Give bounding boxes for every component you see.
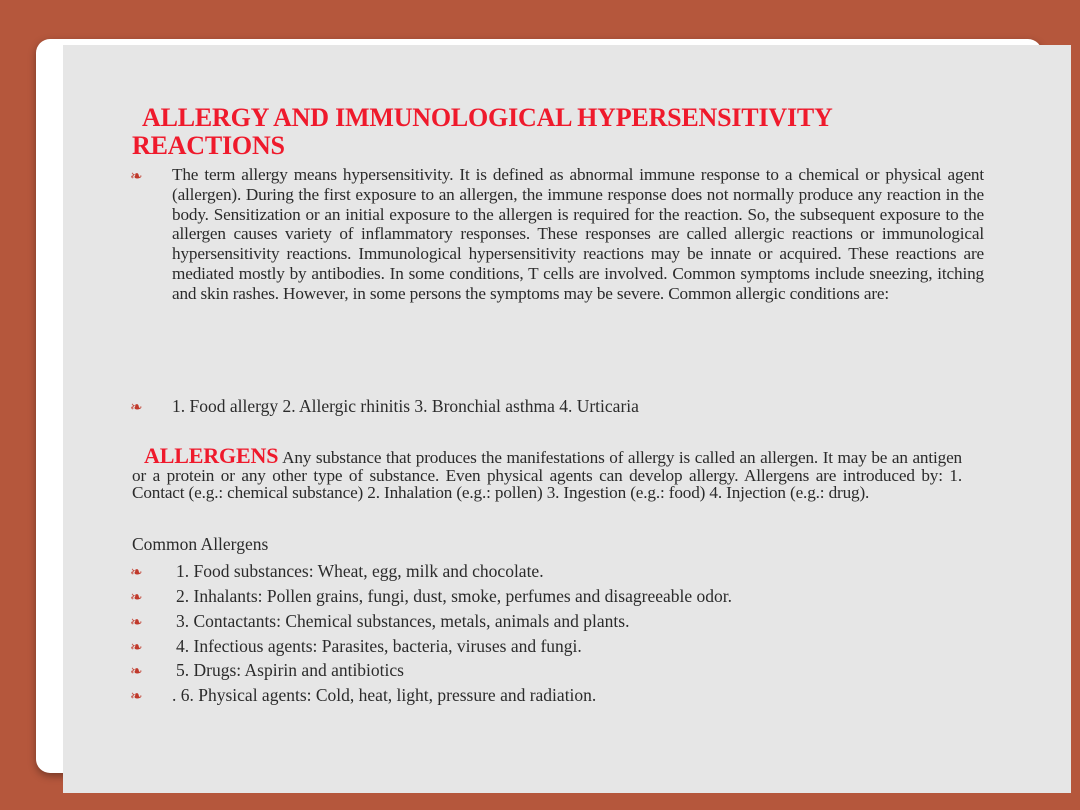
list-item	[130, 560, 980, 584]
decorative-bullet-icon: ❧	[130, 662, 143, 680]
allergens-section	[132, 443, 962, 502]
decorative-bullet-icon: ❧	[130, 588, 143, 606]
heading-line-2: REACTIONS	[132, 131, 285, 160]
decorative-bullet-icon: ❧	[130, 167, 143, 185]
conditions-list: 1. Food allergy 2. Allergic rhinitis 3. Bronchial asthma 4. Urticaria	[172, 396, 639, 416]
list-item	[130, 635, 980, 659]
decorative-bullet-icon: ❧	[130, 638, 143, 656]
common-allergens-title: Common Allergens	[132, 534, 269, 554]
decorative-bullet-icon: ❧	[130, 613, 143, 631]
allergens-text: Any substance that produces the manifestations of allergy is called an allergen. It may be an antigen or a protein or any other type of substance. Even physical agents can develop allergy. Allergens are introduced by: 1. Contact (e.g.: chemical substance) 2. Inhalation (e.g.: pollen) 3. Ingestion (e.g.: food) 4. Injection (e.g.: drug).	[132, 448, 962, 502]
common-allergen-text: 3. Contactants: Chemical substances, metals, animals and plants.	[176, 611, 630, 631]
common-allergen-text: 4. Infectious agents: Parasites, bacteria, viruses and fungi.	[176, 636, 582, 656]
common-allergen-text: . 6. Physical agents: Cold, heat, light, pressure and radiation.	[172, 685, 597, 705]
list-item	[130, 585, 980, 609]
list-item	[130, 684, 980, 708]
slide-heading	[132, 104, 1012, 160]
list-item	[130, 610, 980, 634]
list-item	[130, 659, 980, 683]
common-allergen-text: 5. Drugs: Aspirin and antibiotics	[176, 660, 404, 680]
allergens-title: ALLERGENS	[144, 443, 279, 468]
decorative-bullet-icon: ❧	[130, 398, 143, 416]
decorative-bullet-icon: ❧	[130, 563, 143, 581]
heading-line-1: ALLERGY AND IMMUNOLOGICAL HYPERSENSITIVITY	[142, 103, 833, 132]
common-allergen-text: 1. Food substances: Wheat, egg, milk and chocolate.	[176, 561, 544, 581]
intro-paragraph: The term allergy means hypersensitivity. It is defined as abnormal immune response to a chemical or physical agent (allergen). During the first exposure to an allergen, the immune response does not normally produce any reaction in the body. Sensitization or an initial exposure to the allergen is required for the reaction. So, the subsequent exposure to the allergen causes variety of inflammatory responses. These responses are called allergic reactions or immunological hypersensitivity reactions. Immunological hypersensitivity reactions may be innate or acquired. These reactions are mediated mostly by antibodies. In some conditions, T cells are involved. Common symptoms include sneezing, itching and skin rashes. However, in some persons the symptoms may be severe. Common allergic conditions are:	[172, 165, 984, 303]
common-allergen-text: 2. Inhalants: Pollen grains, fungi, dust, smoke, perfumes and disagreeable odor.	[176, 586, 732, 606]
decorative-bullet-icon: ❧	[130, 687, 143, 705]
